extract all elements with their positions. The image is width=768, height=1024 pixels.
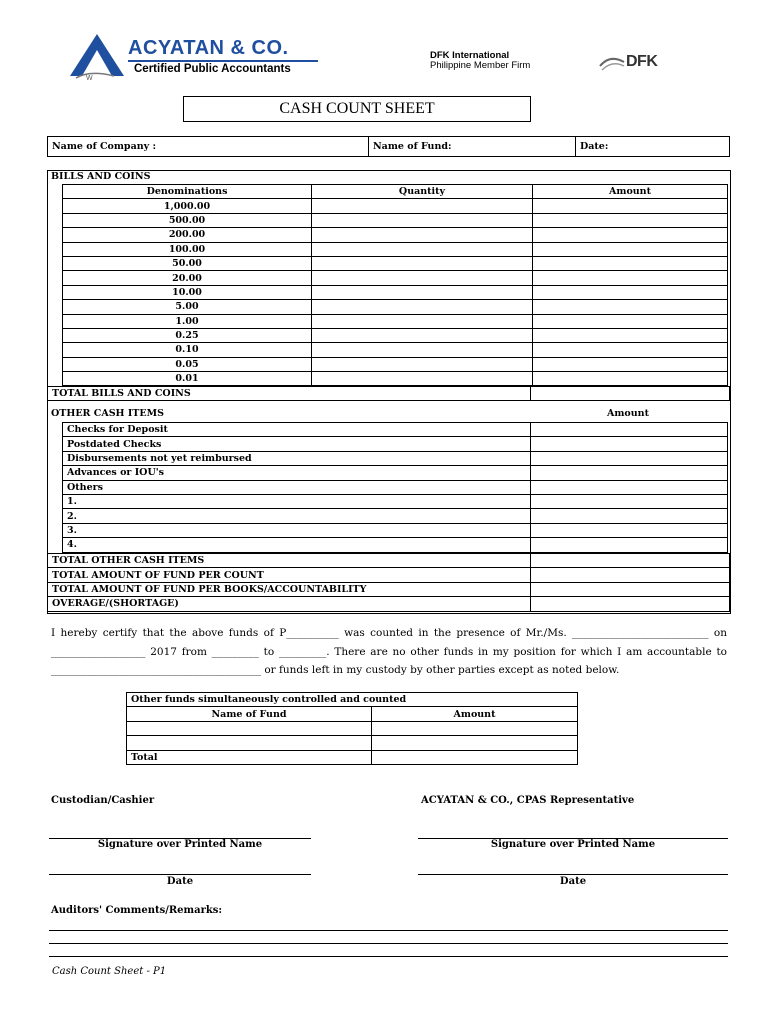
other-item-amount xyxy=(531,538,728,552)
other-item-amount xyxy=(531,437,728,451)
fund-amount-cell xyxy=(372,736,578,750)
fund-name-cell xyxy=(127,721,372,735)
quantity-cell xyxy=(312,343,533,357)
remarks-label: Auditors' Comments/Remarks: xyxy=(51,905,223,916)
denomination-row xyxy=(63,343,728,357)
dfk-logo-text: DFK xyxy=(626,53,658,70)
other-item-amount xyxy=(531,494,728,508)
other-col-amount: Amount xyxy=(607,408,649,419)
page-footer: Cash Count Sheet - P1 xyxy=(52,966,167,977)
other-item-row xyxy=(63,494,728,508)
total-row xyxy=(48,554,730,568)
remarks-line xyxy=(49,943,728,944)
col-quantity: Quantity xyxy=(312,185,533,199)
quantity-cell xyxy=(312,213,533,227)
denomination-value: 200.00 xyxy=(63,228,312,242)
representative-date-label: Date xyxy=(559,876,587,887)
svg-text:W: W xyxy=(86,75,93,82)
denomination-row xyxy=(63,300,728,314)
other-item-row xyxy=(63,423,728,437)
total-amount xyxy=(531,582,730,596)
col-denominations: Denominations xyxy=(63,185,312,199)
firm-subtitle: Certified Public Accountants xyxy=(134,63,291,75)
other-item-label: 3. xyxy=(63,523,531,537)
denomination-row xyxy=(63,314,728,328)
denomination-value: 1.00 xyxy=(63,314,312,328)
other-item-row xyxy=(63,523,728,537)
firm-logo-icon xyxy=(66,32,128,82)
other-item-row xyxy=(63,437,728,451)
other-item-label: 4. xyxy=(63,538,531,552)
amount-cell xyxy=(533,372,728,386)
other-section-label: OTHER CASH ITEMS xyxy=(51,408,164,419)
fund-name-cell xyxy=(127,736,372,750)
fund-amount-cell xyxy=(372,721,578,735)
denomination-value: 50.00 xyxy=(63,256,312,270)
denomination-row xyxy=(63,285,728,299)
other-item-amount xyxy=(531,523,728,537)
other-item-label: Advances or IOU's xyxy=(63,466,531,480)
amount-cell xyxy=(533,213,728,227)
bills-table xyxy=(62,184,728,386)
other-item-label: Others xyxy=(63,480,531,494)
denomination-value: 1,000.00 xyxy=(63,199,312,213)
fund-label: Name of Fund: xyxy=(369,137,576,157)
amount-cell xyxy=(533,271,728,285)
custodian-date-label: Date xyxy=(166,876,194,887)
amount-cell xyxy=(533,256,728,270)
denomination-value: 0.05 xyxy=(63,357,312,371)
other-items-table xyxy=(62,422,728,553)
info-table xyxy=(47,136,730,157)
col-amount: Amount xyxy=(533,185,728,199)
denomination-row xyxy=(63,242,728,256)
denomination-value: 5.00 xyxy=(63,300,312,314)
representative-date-line xyxy=(418,874,728,875)
certification-text: I hereby certify that the above funds of P__________ was counted in the presence of Mr./Ms. __________________________ on __________________ 2017 from _________ to _________. There are no other funds in my position for which I am accountable to ________________________________________ or funds left in my custody by other parties except as noted below. xyxy=(51,627,727,676)
denomination-row xyxy=(63,213,728,227)
amount-cell xyxy=(533,242,728,256)
total-label: TOTAL AMOUNT OF FUND PER BOOKS/ACCOUNTABILITY xyxy=(48,582,531,596)
amount-cell xyxy=(533,328,728,342)
remarks-line xyxy=(49,930,728,931)
quantity-cell xyxy=(312,271,533,285)
denomination-value: 20.00 xyxy=(63,271,312,285)
firm-divider xyxy=(128,60,318,62)
denomination-value: 0.25 xyxy=(63,328,312,342)
totals-table xyxy=(47,553,730,612)
page-title: CASH COUNT SHEET xyxy=(183,96,531,122)
total-bills-amount xyxy=(531,387,730,401)
firm-name: ACYATAN & CO. xyxy=(128,37,289,59)
other-item-row xyxy=(63,509,728,523)
col-fund-name: Name of Fund xyxy=(127,707,372,721)
other-item-amount xyxy=(531,423,728,437)
amount-cell xyxy=(533,300,728,314)
other-funds-table xyxy=(126,692,578,765)
amount-cell xyxy=(533,314,728,328)
denomination-value: 10.00 xyxy=(63,285,312,299)
representative-signature-label: Signature over Printed Name xyxy=(490,839,656,850)
denomination-row xyxy=(63,199,728,213)
other-item-label: 1. xyxy=(63,494,531,508)
total-label: OVERAGE/(SHORTAGE) xyxy=(48,597,531,611)
network-name: DFK International xyxy=(430,50,510,61)
quantity-cell xyxy=(312,300,533,314)
other-item-amount xyxy=(531,480,728,494)
custodian-title: Custodian/Cashier xyxy=(51,795,155,806)
other-item-row xyxy=(63,538,728,552)
total-label: TOTAL OTHER CASH ITEMS xyxy=(48,554,531,568)
other-item-label: Disbursements not yet reimbursed xyxy=(63,451,531,465)
fund-total-label: Total xyxy=(127,750,372,764)
amount-cell xyxy=(533,228,728,242)
date-label: Date: xyxy=(576,137,730,157)
total-bills-label: TOTAL BILLS AND COINS xyxy=(48,387,531,401)
amount-cell xyxy=(533,357,728,371)
denomination-row xyxy=(63,328,728,342)
denomination-value: 100.00 xyxy=(63,242,312,256)
other-funds-title: Other funds simultaneously controlled and counted xyxy=(127,693,578,707)
amount-cell xyxy=(533,343,728,357)
quantity-cell xyxy=(312,314,533,328)
denomination-row xyxy=(63,357,728,371)
total-row xyxy=(48,597,730,611)
quantity-cell xyxy=(312,199,533,213)
denomination-row xyxy=(63,271,728,285)
denomination-value: 500.00 xyxy=(63,213,312,227)
quantity-cell xyxy=(312,357,533,371)
remarks-line xyxy=(49,956,728,957)
denomination-row xyxy=(63,256,728,270)
quantity-cell xyxy=(312,228,533,242)
custodian-signature-label: Signature over Printed Name xyxy=(97,839,263,850)
company-label: Name of Company : xyxy=(48,137,369,157)
quantity-cell xyxy=(312,285,533,299)
total-label: TOTAL AMOUNT OF FUND PER COUNT xyxy=(48,568,531,582)
quantity-cell xyxy=(312,256,533,270)
denomination-value: 0.01 xyxy=(63,372,312,386)
bills-total-table xyxy=(47,386,730,401)
denomination-row xyxy=(63,372,728,386)
quantity-cell xyxy=(312,242,533,256)
network-member: Philippine Member Firm xyxy=(430,60,531,71)
custodian-date-line xyxy=(49,874,311,875)
total-amount xyxy=(531,554,730,568)
denomination-value: 0.10 xyxy=(63,343,312,357)
other-item-row xyxy=(63,451,728,465)
total-row xyxy=(48,568,730,582)
col-fund-amount: Amount xyxy=(372,707,578,721)
other-item-amount xyxy=(531,466,728,480)
other-item-row xyxy=(63,480,728,494)
total-amount xyxy=(531,597,730,611)
total-row xyxy=(48,582,730,596)
other-item-row xyxy=(63,466,728,480)
other-item-label: 2. xyxy=(63,509,531,523)
quantity-cell xyxy=(312,372,533,386)
quantity-cell xyxy=(312,328,533,342)
other-item-label: Postdated Checks xyxy=(63,437,531,451)
denomination-row xyxy=(63,228,728,242)
total-amount xyxy=(531,568,730,582)
bills-section-label: BILLS AND COINS xyxy=(51,171,151,182)
amount-cell xyxy=(533,285,728,299)
other-item-amount xyxy=(531,451,728,465)
representative-title: ACYATAN & CO., CPAS Representative xyxy=(421,795,635,806)
amount-cell xyxy=(533,199,728,213)
other-item-amount xyxy=(531,509,728,523)
other-item-label: Checks for Deposit xyxy=(63,423,531,437)
fund-total-amount xyxy=(372,750,578,764)
